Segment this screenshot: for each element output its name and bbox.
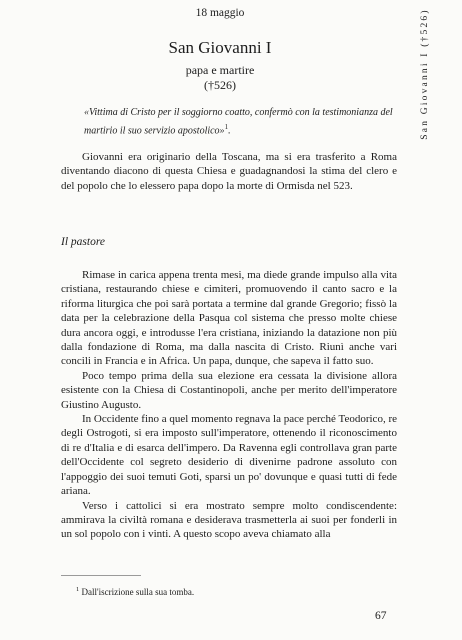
saint-death-date: (†526) bbox=[204, 78, 236, 92]
saint-title: San Giovanni I bbox=[168, 38, 272, 57]
page-date-header: 18 maggio bbox=[195, 7, 245, 19]
footnote-divider bbox=[61, 575, 141, 576]
intro-text bbox=[61, 150, 397, 193]
intro-paragraph: Giovanni era originario della Toscana, ma si era trasferito a Roma diventando diacono di questa Chiesa e guadagnandosi la stima del clero e del popolo che lo elessero papa dopo la morte di Ormisda nel 523. bbox=[61, 151, 397, 192]
epigraph-quote bbox=[84, 106, 394, 138]
page-number: 67 bbox=[375, 610, 387, 622]
footnote bbox=[76, 586, 194, 597]
epigraph-text: «Vittima di Cristo per il soggiorno coatto, confermò con la testimonianza del martirio il suo servizio apostolico» bbox=[84, 107, 393, 137]
saint-subtitle: papa e martire bbox=[185, 63, 255, 77]
epigraph-end: . bbox=[228, 125, 231, 137]
body-paragraph-4: Verso i cattolici si era mostrato sempre molto condiscendente: ammirava la civiltà romana e desiderava trasmetterla ai suoi per fonderli in un sol popolo con i vinti. A questo scopo aveva chiamato alla bbox=[61, 499, 397, 541]
body-paragraph-1: Rimase in carica appena trenta mesi, ma diede grande impulso alla vita cristiana, restaurando chiese e cimiteri, promuovendo il canto sacro e la riforma liturgica che poi sarà portata a termine dal grande Gregorio; fissò la data per la celebrazione della Pasqua col sistema che presso molte chiese dura ancora oggi, e introdusse l'era cristiana, iniziando la datazione non più dalla fondazione di Roma, ma dalla nascita di Cristo. Riunì anche vari concili in Francia e in Africa. Un papa, dunque, che sapeva il fatto suo. bbox=[61, 269, 397, 368]
footnote-number: 1 bbox=[76, 586, 80, 593]
footnote-reference: 1 bbox=[224, 123, 229, 131]
body-paragraph-2: Poco tempo prima della sua elezione era cessata la divisione allora esistente con la Chiesa di Costantinopoli, anche per merito dell'imperatore Giustino Augusto. bbox=[61, 369, 397, 411]
footnote-text: Dall'iscrizione sulla sua tomba. bbox=[81, 587, 195, 597]
section-heading: Il pastore bbox=[61, 236, 105, 248]
running-head-text: San Giovanni I (†526) bbox=[420, 8, 430, 140]
section-body bbox=[61, 268, 397, 542]
body-paragraph-3: In Occidente fino a quel momento regnava la pace perché Teodorico, re degli Ostrogoti, si era imposto sull'imperatore, ottenendo il riconoscimento di re d'Italia e di esarca dell'impero. Da Ravenna egli controllava gran parte dell'Occidente col segreto desiderio di divenirne padrone assoluto con l'appoggio dei suoi temuti Goti, sparsi un po' dovunque e quasi tutti di fede ariana. bbox=[61, 413, 397, 498]
